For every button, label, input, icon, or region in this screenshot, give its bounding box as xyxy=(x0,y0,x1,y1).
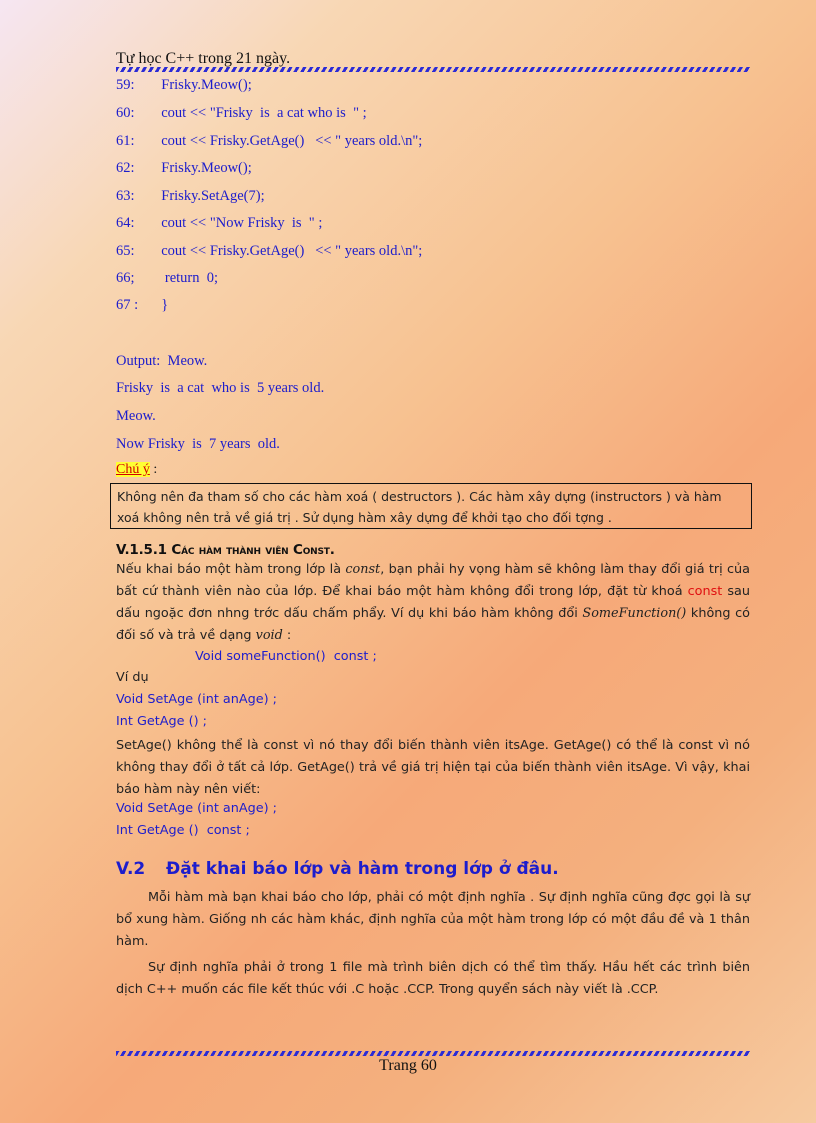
output-line: Now Frisky is 7 years old. xyxy=(116,436,280,452)
page-number: Trang 60 xyxy=(379,1057,437,1074)
line-number: 67 : xyxy=(116,297,139,313)
code-text: Frisky.SetAge(7); xyxy=(154,188,265,204)
code-example: Int GetAge () const ; xyxy=(116,823,250,838)
note-label-suffix: : xyxy=(149,462,158,477)
paragraph-explain: SetAge() không thể là const vì nó thay đổi biến thành viên itsAge. GetAge() có thể là const vì nó không thay đổi ở tất cả lớp. GetAge() trả về giá trị hiện tại của biến thành viên itsAge. Vì vậy, khai báo hàm này nên viết: xyxy=(116,738,750,797)
code-line xyxy=(116,160,252,177)
code-line xyxy=(116,297,168,314)
code-text: return 0; xyxy=(154,270,219,286)
section-title-text: Đặt khai báo lớp và hàm trong lớp ở đâu. xyxy=(166,859,559,879)
header-title: Tự học C++ trong 21 ngày. xyxy=(116,50,291,67)
code-line xyxy=(116,243,422,260)
line-number: 59: xyxy=(116,77,135,93)
code-example: Void SetAge (int anAge) ; xyxy=(116,801,277,816)
paragraph: Sự định nghĩa phải ở trong 1 file mà trình biên dịch có thể tìm thấy. Hầu hết các trình biên dịch C++ muốn các file kết thúc với .C hoặc .CCP. Trong quyển sách này viết là .CCP. xyxy=(116,960,750,997)
text-run-italic: void xyxy=(255,628,283,643)
section-title xyxy=(116,859,559,879)
note-label xyxy=(116,462,157,478)
text-run-italic: SomeFunction() xyxy=(582,606,687,621)
note-label-highlight: Chú ý xyxy=(116,462,150,477)
header-divider xyxy=(116,67,750,72)
line-number: 66; xyxy=(116,270,135,286)
text-run: không có đối số và trả về dạng xyxy=(116,606,750,643)
line-number: 63: xyxy=(116,188,135,204)
code-text: cout << Frisky.GetAge() << " years old.\n"; xyxy=(154,133,423,149)
output-line: Frisky is a cat who is 5 years old. xyxy=(116,380,325,396)
text-run: sau dấu ngoặc đơn nhng trớc dấu chấm phẩy. Ví dụ khi báo hàm không đổi xyxy=(116,584,750,621)
code-line xyxy=(116,215,322,232)
example-label: Ví dụ xyxy=(116,670,149,685)
text-run: Nếu khai báo một hàm trong lớp là xyxy=(116,562,346,577)
code-line xyxy=(116,77,252,94)
code-line xyxy=(116,188,265,205)
code-line xyxy=(116,105,367,122)
code-example: Void SetAge (int anAge) ; xyxy=(116,692,277,707)
footer-divider xyxy=(116,1051,750,1056)
code-line xyxy=(116,270,218,287)
code-example: Int GetAge () ; xyxy=(116,714,207,729)
section-heading: V.1.5.1 Các hàm thành viên Const. xyxy=(116,542,335,558)
paragraph: Mỗi hàm mà bạn khai báo cho lớp, phải có một định nghĩa . Sự định nghĩa cũng đợc gọi là sự bổ xung hàm. Giống nh các hàm khác, định nghĩa của một hàm trong lớp có một đầu đề và 1 thân hàm. xyxy=(116,890,750,949)
code-text: Frisky.Meow(); xyxy=(154,160,252,176)
line-number: 60: xyxy=(116,105,135,121)
paragraph-const-intro xyxy=(116,559,750,647)
code-text: cout << "Now Frisky is " ; xyxy=(154,215,323,231)
text-run: , bạn phải hy vọng hàm sẽ không làm thay đổi giá trị của bất cứ thành viên nào của lớp. Để khai báo một hàm không đổi trong lớp, đặt từ khoá xyxy=(116,562,750,599)
note-box: Không nên đa tham số cho các hàm xoá ( destructors ). Các hàm xây dựng (instructors ) và hàm xoá không nên trả về giá trị . Sử dụng hàm xây dựng để khởi tạo cho đối tợng . xyxy=(110,483,752,529)
line-number: 65: xyxy=(116,243,135,259)
line-number: 61: xyxy=(116,133,135,149)
line-number: 64: xyxy=(116,215,135,231)
code-text: } xyxy=(154,297,169,313)
output-line: Output: Meow. xyxy=(116,353,208,369)
section-number: V.2 xyxy=(116,859,146,879)
code-text: cout << Frisky.GetAge() << " years old.\n"; xyxy=(154,243,423,259)
text-run: : xyxy=(282,628,292,643)
output-line: Meow. xyxy=(116,408,156,424)
code-line xyxy=(116,133,422,150)
code-text: Frisky.Meow(); xyxy=(154,77,252,93)
code-example: Void someFunction() const ; xyxy=(195,649,377,664)
text-run-keyword: const xyxy=(687,584,723,599)
code-text: cout << "Frisky is a cat who is " ; xyxy=(154,105,367,121)
line-number: 62: xyxy=(116,160,135,176)
text-run-italic: const xyxy=(345,562,381,577)
